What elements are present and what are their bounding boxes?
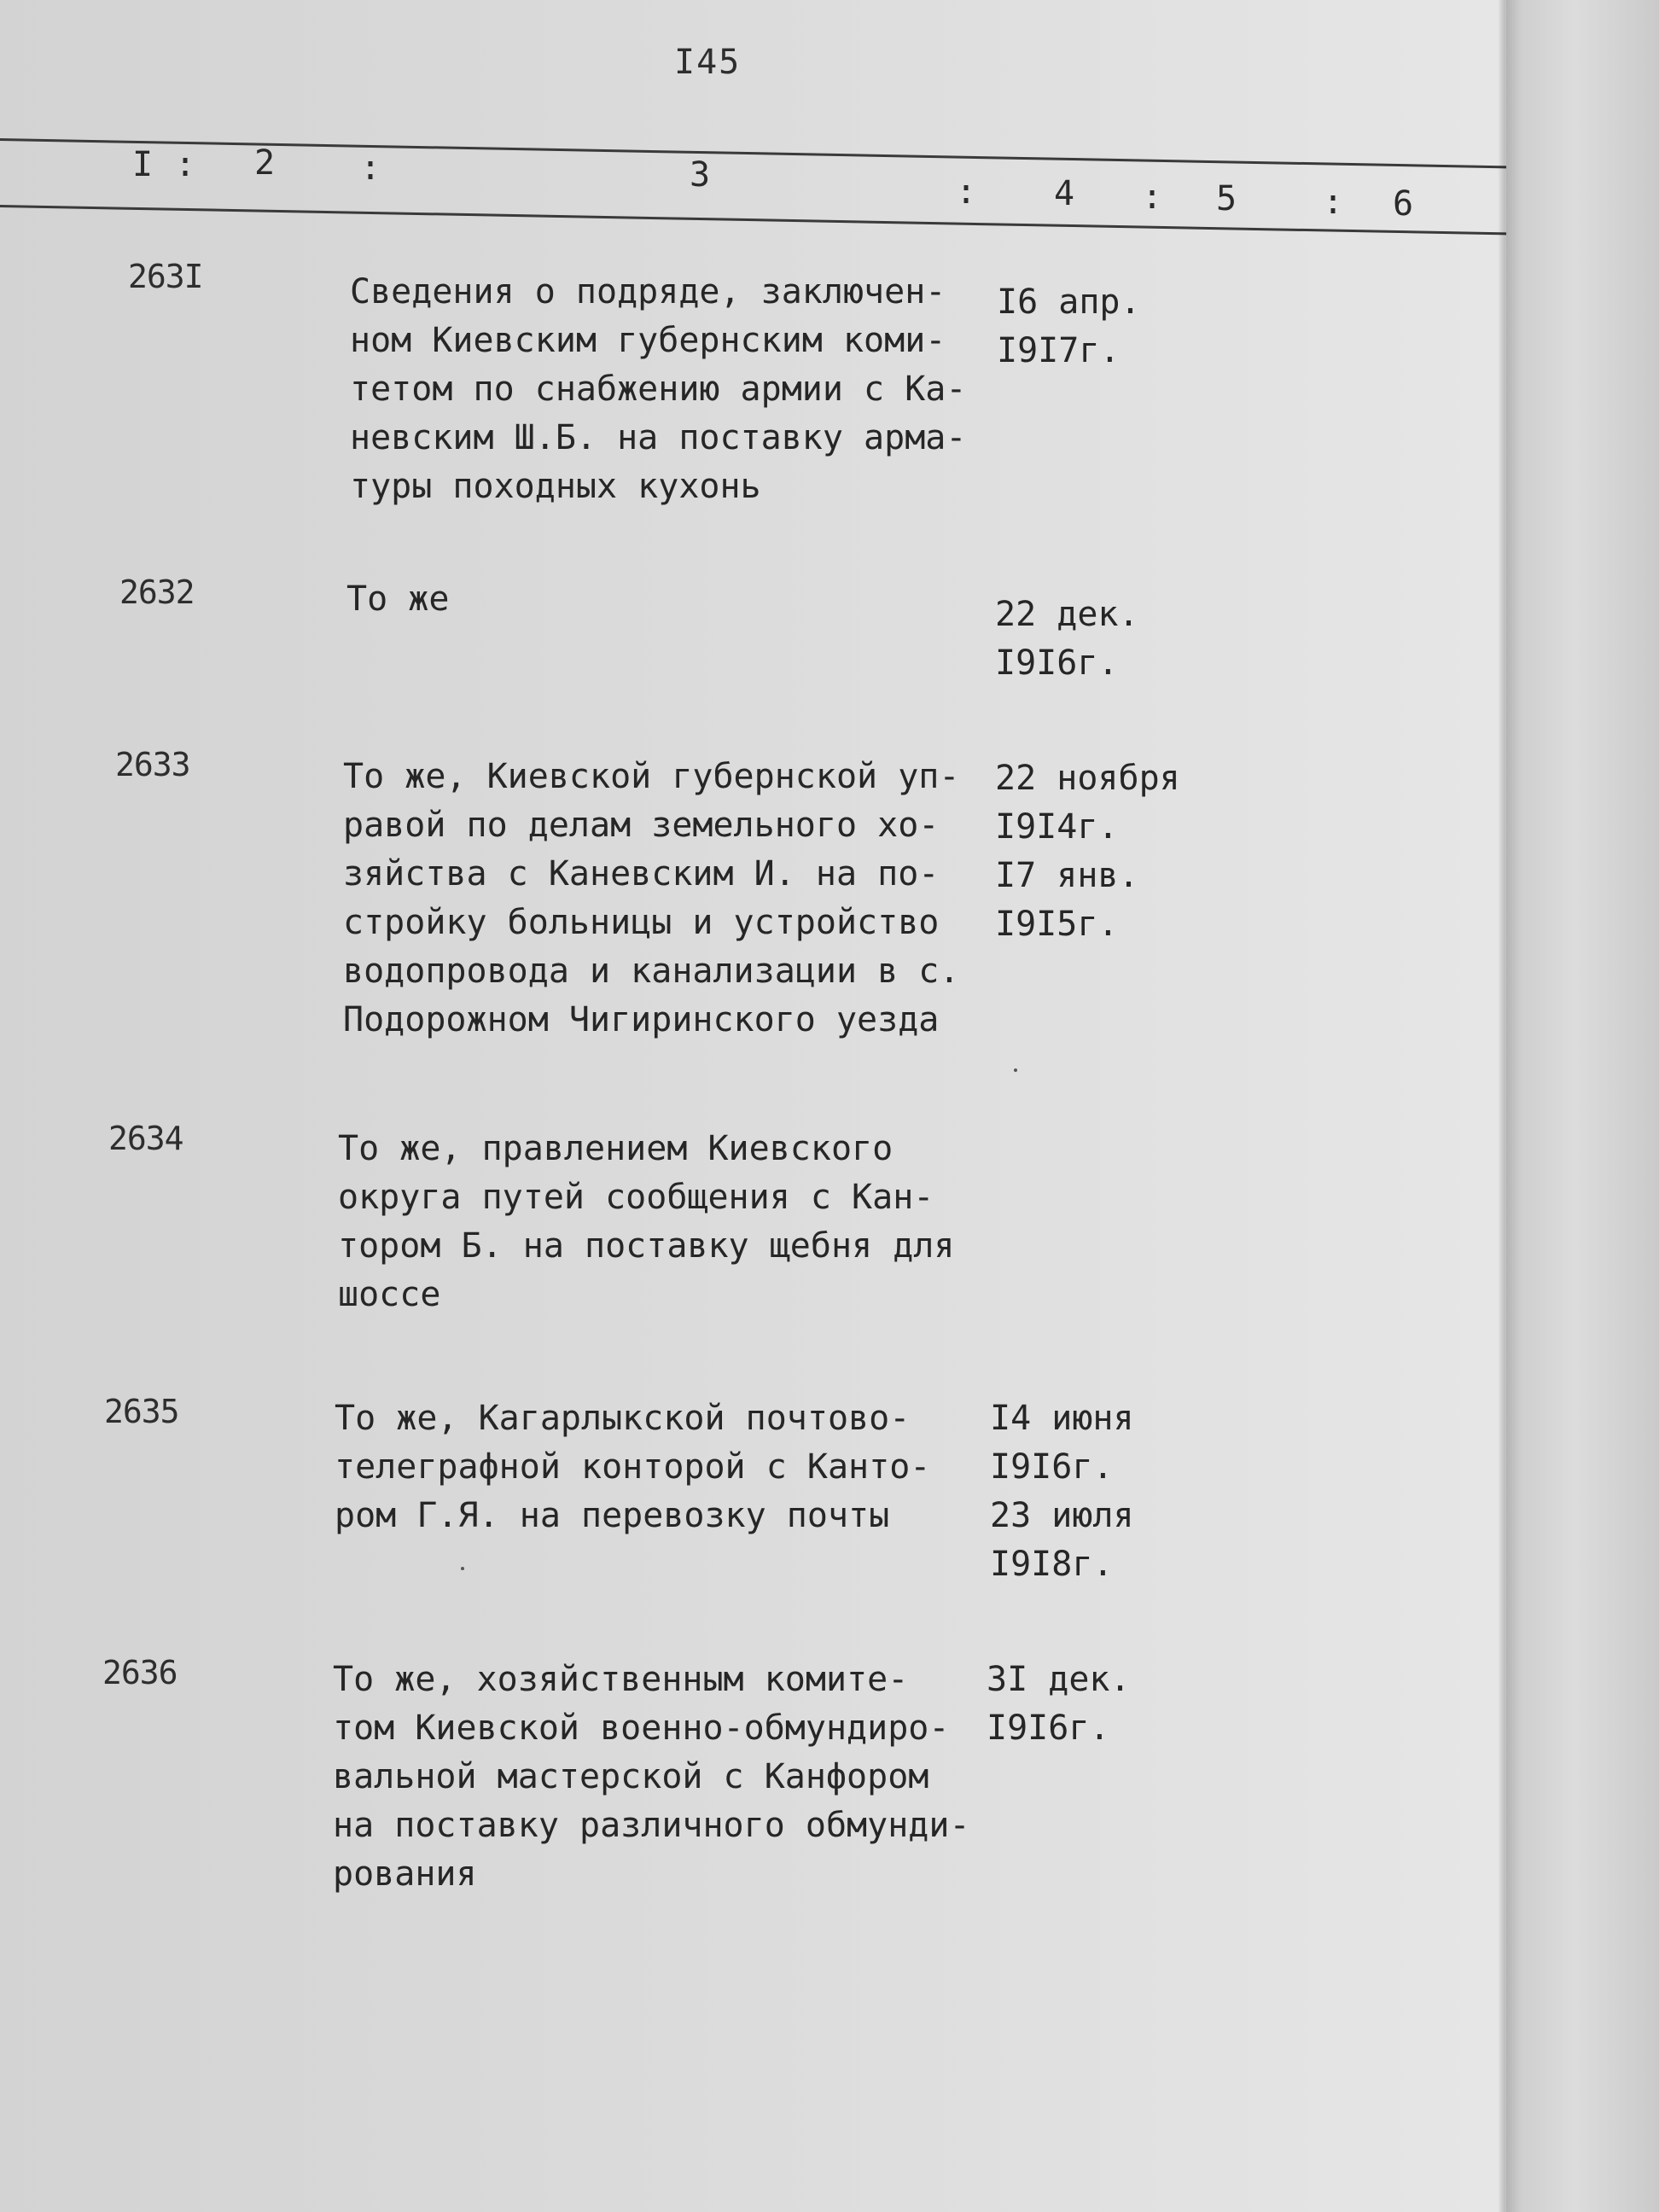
record-number: 2633 <box>115 746 190 783</box>
column-header-separator: : <box>1323 183 1344 222</box>
record-dates: I4 июня I9I6г. 23 июля I9I8г. <box>990 1399 1134 1584</box>
column-header-2: 2 <box>254 143 276 183</box>
record-description: То же, хозяйственным комите- том Киевской военно-обмундиро- вальной мастерской с Канфором на поставку различного обмунди- рования <box>333 1660 970 1894</box>
page-number: I45 <box>674 43 742 82</box>
header-rule-top <box>0 138 1506 168</box>
column-header-1: I <box>132 145 154 184</box>
record-number: 263I <box>128 258 203 295</box>
record-description: То же, правлением Киевского округа путей сообщения с Кан- тором Б. на поставку щебня для шоссе <box>338 1129 955 1314</box>
record-number: 2632 <box>119 573 195 611</box>
record-number: 2635 <box>104 1393 179 1430</box>
column-header-4: 4 <box>1054 174 1075 213</box>
record-dates: 22 ноября I9I4г. I7 янв. I9I5г. <box>995 759 1180 944</box>
record-dates: I6 апр. I9I7г. <box>997 282 1141 370</box>
column-header-6: 6 <box>1393 184 1414 224</box>
column-header-separator: : <box>175 145 196 184</box>
record-dates: 3I дек. I9I6г. <box>987 1660 1131 1748</box>
column-header-separator: : <box>360 148 381 188</box>
record-dates: 22 дек. I9I6г. <box>995 595 1139 683</box>
paper-speck <box>461 1567 464 1570</box>
record-description: То же, Кагарлыкской почтово- телеграфной конторой с Канто- ром Г.Я. на перевозку почты <box>335 1399 931 1535</box>
record-number: 2634 <box>108 1120 183 1157</box>
paper-speck <box>1014 1068 1017 1072</box>
column-header-3: 3 <box>690 155 711 195</box>
record-description: То же, Киевской губернской уп- равой по делам земельного хо- зяйства с Каневским И. на по- стройку больницы и устройство водопровода и канализации в с. Подорожном Чигиринского уезда <box>343 757 960 1039</box>
page-edge-shadow <box>1498 0 1506 2212</box>
underlying-sheet <box>1506 0 1659 2212</box>
header-rule-bottom <box>0 205 1506 235</box>
column-header-separator: : <box>956 172 977 212</box>
record-description: Сведения о подряде, заключен- ном Киевским губернским коми- тетом по снабжению армии с Ка- невским Ш.Б. на поставку арма- туры походных кухонь <box>350 272 967 506</box>
record-description: То же <box>346 579 450 619</box>
record-number: 2636 <box>102 1654 178 1691</box>
column-header-5: 5 <box>1216 179 1237 218</box>
column-header-separator: : <box>1142 178 1163 217</box>
